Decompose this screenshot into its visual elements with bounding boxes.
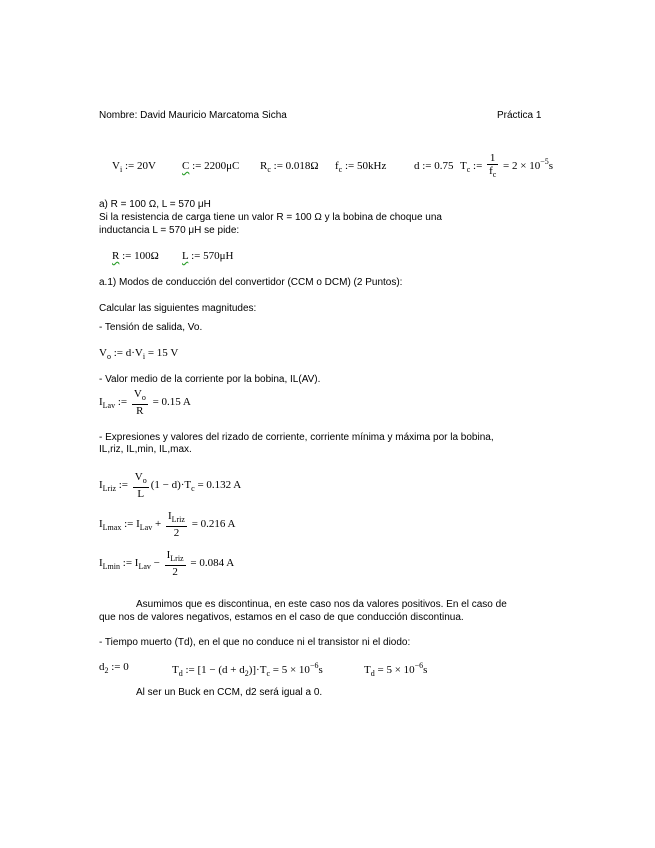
section-a-desc-1: Si la resistencia de carga tiene un valor R = 100 Ω y la bobina de choque una — [99, 212, 442, 223]
expresiones-label-2: IL,riz, IL,min, IL,max. — [99, 444, 192, 455]
td-equation: $T_d$ := $[1 - (d + d_2)]\cdot T_c = 5 \times 10^{-6}s$ — [172, 661, 323, 678]
td-result: $T_d = 5 \times 10^{-6}s$ — [364, 661, 428, 678]
calc-label: Calcular las siguientes magnitudes: — [99, 303, 257, 314]
tension-label: - Tensión de salida, Vo. — [99, 322, 203, 333]
ilmax-equation: $I_{Lmax}$ := $I_{Lav}$ + $\frac{I_{Lriz}}{2}$ = 0.216 A — [99, 510, 236, 539]
asumimos-text-2: que nos de valores negativos, estamos en el caso de que conducción discontinua. — [99, 612, 464, 623]
student-name: Nombre: David Mauricio Marcatoma Sicha — [99, 110, 287, 121]
param-r: R := 100Ω — [112, 250, 159, 262]
tiempo-muerto-label: - Tiempo muerto (Td), en el que no conduce ni el transistor ni el diodo: — [99, 637, 411, 648]
section-a-desc-2: inductancia L = 570 μH se pide: — [99, 225, 240, 236]
param-l: L := 570μH — [182, 250, 234, 262]
ilmin-equation: $I_{Lmin}$ := $I_{Lav}$ − $\frac{I_{Lriz}}{2}$ = 0.084 A — [99, 549, 235, 578]
section-a-title: a) R = 100 Ω, L = 570 μH — [99, 199, 211, 210]
buck-note: Al ser un Buck en CCM, d2 será igual a 0. — [136, 687, 323, 698]
practice-label: Práctica 1 — [497, 110, 542, 121]
param-c: C := 2200μC — [182, 160, 240, 172]
asumimos-text-1: Asumimos que es discontinua, en este caso nos da valores positivos. En el caso de — [136, 599, 507, 610]
ilav-equation: $I_{Lav}$ := $\frac{V_o}{R}$ = 0.15 A — [99, 388, 191, 417]
d2-equation: $d_2$ := 0 — [99, 661, 129, 675]
valor-medio-label: - Valor medio de la corriente por la bobina, IL(AV). — [99, 374, 321, 385]
param-d: d := 0.75 — [414, 160, 454, 172]
param-fc: $f_c$ := 50kHz — [335, 160, 387, 174]
param-vi: $V_i$ := 20V — [112, 160, 156, 174]
section-a1-title: a.1) Modos de conducción del convertidor (CCM o DCM) (2 Puntos): — [99, 277, 403, 288]
vo-equation: $V_o$ := $d\cdot V_i = 15$ V — [99, 347, 179, 361]
expresiones-label-1: - Expresiones y valores del rizado de corriente, corriente mínima y máxima por la bobina, — [99, 432, 494, 443]
ilriz-equation: $I_{Lriz}$ := $\frac{V_o}{L}$ $(1 - d)\cdot T_c = 0.132$ A — [99, 471, 242, 500]
param-tc: $T_c$ := $\frac{1}{f_c}$ = $2 \times 10^{-5}s$ — [460, 152, 554, 179]
param-rc: $R_c$ := 0.018Ω — [260, 160, 319, 174]
